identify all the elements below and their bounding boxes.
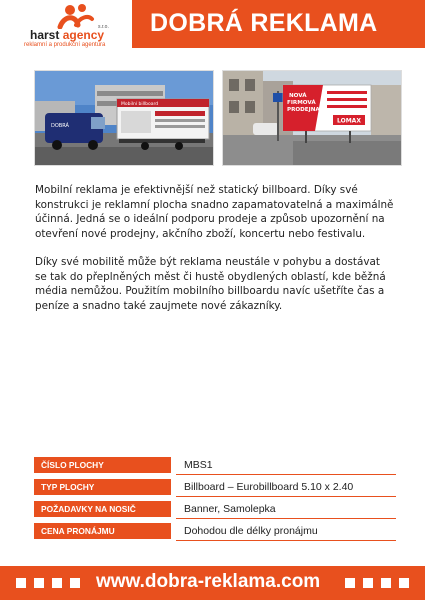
spec-value-price: Dohodou dle délky pronájmu bbox=[184, 525, 318, 537]
page-title: DOBRÁ REKLAMA bbox=[150, 9, 378, 37]
footer-square-icon bbox=[399, 578, 409, 588]
footer-square-icon bbox=[52, 578, 62, 588]
spec-divider bbox=[176, 496, 396, 497]
footer-url-link[interactable]: www.dobra-reklama.com bbox=[96, 571, 321, 592]
van-text: DOBRÁ bbox=[51, 123, 69, 129]
footer-square-icon bbox=[70, 578, 80, 588]
footer-square-icon bbox=[363, 578, 373, 588]
billboard-headline-1: NOVÁ bbox=[289, 93, 307, 99]
logo-name-part1: harst bbox=[30, 28, 60, 42]
spec-label-number: ČÍSLO PLOCHY bbox=[34, 457, 171, 473]
logo-name-part2: agency bbox=[62, 28, 105, 42]
spec-divider bbox=[176, 518, 396, 519]
billboard-brand: LOMAX bbox=[337, 117, 361, 125]
spec-divider bbox=[176, 540, 396, 541]
footer-square-icon bbox=[345, 578, 355, 588]
footer-square-icon bbox=[34, 578, 44, 588]
spec-value-type: Billboard – Eurobillboard 5.10 x 2.40 bbox=[184, 481, 354, 493]
spec-label-type: TYP PLOCHY bbox=[34, 479, 171, 495]
footer-square-icon bbox=[381, 578, 391, 588]
intro-paragraph: Mobilní reklama je efektivnější než statický billboard. Díky své konstrukci je reklamní plocha snadno zapamatovatelná a maximálně účinná. Jedná se o ideální podporu prodeje a způsob upozornění na otevření nové prodejny, akčního zboží, koncertu nebo festivalu. bbox=[35, 184, 394, 240]
footer-square-icon bbox=[16, 578, 26, 588]
logo-sro: s.r.o. bbox=[98, 24, 109, 30]
spec-divider bbox=[176, 474, 396, 475]
spec-value-number: MBS1 bbox=[184, 459, 213, 471]
logo-tagline: reklamní a produkční agentura bbox=[24, 42, 106, 48]
logo-name bbox=[30, 28, 104, 42]
spec-label-price: CENA PRONÁJMU bbox=[34, 523, 171, 539]
spec-label-requirements: POŽADAVKY NA NOSIČ bbox=[34, 501, 171, 517]
spec-value-requirements: Banner, Samolepka bbox=[184, 503, 276, 515]
logo-mark-icon bbox=[56, 3, 96, 29]
mobility-paragraph: Díky své mobilitě může být reklama neustále v pohybu a dostávat se tak do přeplněných měst či hustě obydlených oblastí, kde běžná média nemůžou. Použitím mobilního billboardu navíc ušetříte čas a peníze a snadno také zaujmete nové zákazníky. bbox=[35, 256, 386, 312]
billboard-headline-2: FIRMOVÁ bbox=[287, 100, 316, 106]
billboard-headline-3: PRODEJNA bbox=[287, 107, 320, 113]
photo-street-billboard bbox=[222, 70, 402, 166]
photo-van-billboard bbox=[34, 70, 214, 166]
trailer-text: Mobilní billboard bbox=[121, 102, 159, 107]
